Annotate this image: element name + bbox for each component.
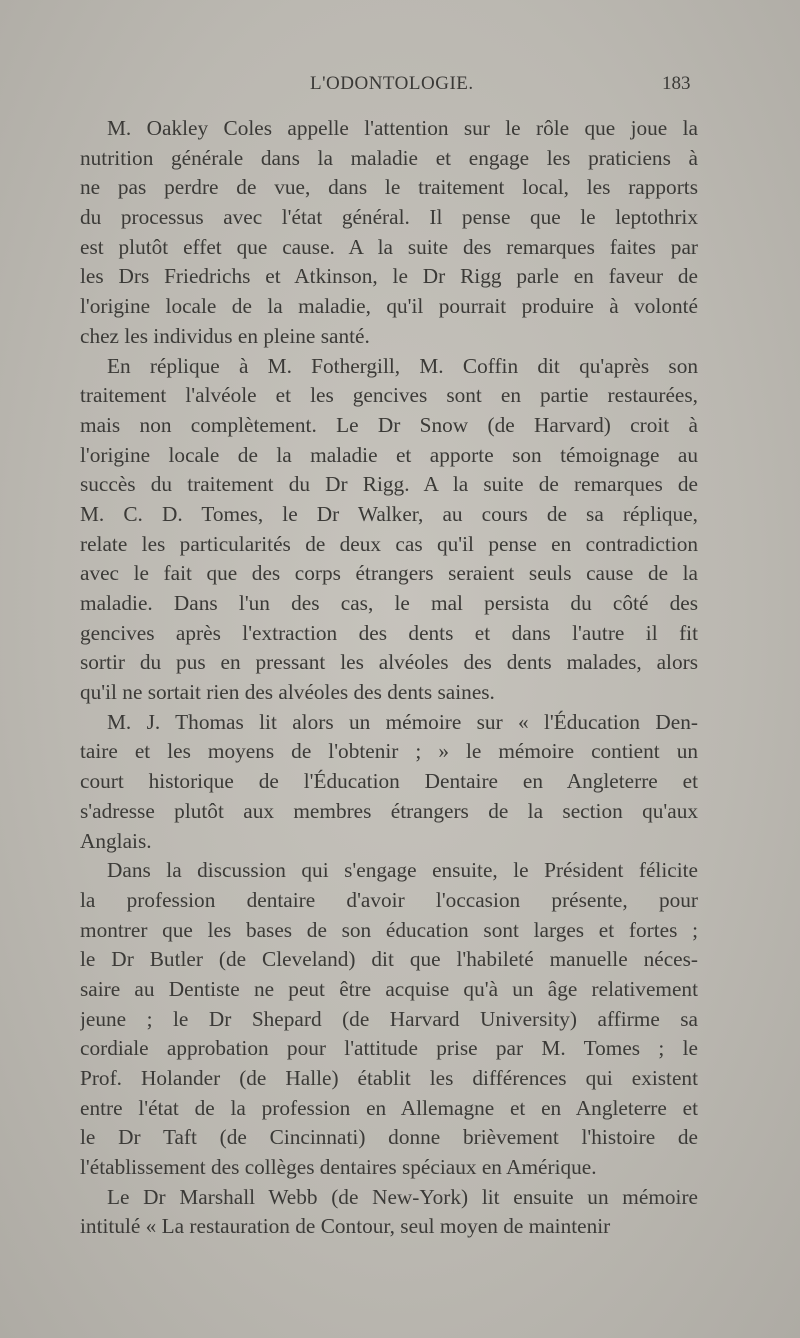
text-line: taire et les moyens de l'obtenir ; » le mémoire contient un bbox=[80, 739, 698, 764]
text-line: ne pas perdre de vue, dans le traitement local, les rapports bbox=[80, 175, 698, 200]
text-line: est plutôt effet que cause. A la suite des remarques faites par bbox=[80, 234, 698, 259]
text-line: du processus avec l'état général. Il pense que le leptothrix bbox=[80, 205, 698, 230]
text-line: maladie. Dans l'un des cas, le mal persista du côté des bbox=[80, 591, 698, 615]
text-line: chez les individus en pleine santé. bbox=[80, 323, 370, 348]
page-number: 183 bbox=[662, 73, 691, 94]
text-line: succès du traitement du Dr Rigg. A la suite de remarques de bbox=[80, 472, 698, 497]
text-line: avec le fait que des corps étrangers seraient seuls cause de la bbox=[80, 561, 698, 586]
paragraph bbox=[80, 114, 698, 352]
body-text bbox=[80, 114, 698, 1242]
text-line: l'origine locale de la maladie et apporte son témoignage au bbox=[80, 442, 698, 467]
text-line: relate les particularités de deux cas qu'il pense en contradiction bbox=[80, 531, 698, 556]
text-line: gencives après l'extraction des dents et dans l'autre il fit bbox=[80, 620, 698, 645]
text-line: le Dr Taft (de Cincinnati) donne brièvement l'histoire de bbox=[80, 1125, 698, 1150]
text-line: le Dr Butler (de Cleveland) dit que l'habileté manuelle néces- bbox=[80, 947, 698, 972]
text-line: sortir du pus en pressant les alvéoles des dents malades, alors bbox=[80, 650, 698, 675]
text-line: nutrition générale dans la maladie et engage les praticiens à bbox=[80, 145, 698, 170]
text-line: mais non complètement. Le Dr Snow (de Harvard) croit à bbox=[80, 412, 698, 437]
text-line: l'établissement des collèges dentaires spéciaux en Amérique. bbox=[80, 1155, 597, 1180]
text-line: M. Oakley Coles appelle l'attention sur le rôle que joue la bbox=[107, 116, 698, 140]
text-line: M. J. Thomas lit alors un mémoire sur « l'Éducation Den- bbox=[107, 709, 698, 734]
text-line: Prof. Holander (de Halle) établit les différences qui existent bbox=[80, 1066, 698, 1090]
text-line: M. C. D. Tomes, le Dr Walker, au cours de sa réplique, bbox=[80, 501, 698, 526]
paragraph bbox=[80, 708, 698, 856]
text-line: montrer que les bases de son éducation sont larges et fortes ; bbox=[80, 917, 698, 942]
text-line: intitulé « La restauration de Contour, seul moyen de maintenir bbox=[80, 1214, 611, 1239]
paragraph bbox=[80, 1183, 698, 1242]
text-line: Le Dr Marshall Webb (de New-York) lit ensuite un mémoire bbox=[107, 1184, 698, 1209]
text-line: qu'il ne sortait rien des alvéoles des dents saines. bbox=[80, 680, 495, 705]
text-line: la profession dentaire d'avoir l'occasion présente, pour bbox=[80, 887, 698, 912]
text-line: l'origine locale de la maladie, qu'il pourrait produire à volonté bbox=[80, 294, 698, 319]
page-header bbox=[0, 73, 800, 103]
text-line: traitement l'alvéole et les gencives sont en partie restaurées, bbox=[80, 383, 698, 408]
text-line: jeune ; le Dr Shepard (de Harvard University) affirme sa bbox=[80, 1006, 698, 1031]
paragraph bbox=[80, 856, 698, 1183]
text-line: les Drs Friedrichs et Atkinson, le Dr Rigg parle en faveur de bbox=[80, 264, 698, 289]
text-line: cordiale approbation pour l'attitude prise par M. Tomes ; le bbox=[80, 1036, 698, 1061]
text-line: saire au Dentiste ne peut être acquise qu'à un âge relativement bbox=[80, 976, 698, 1001]
paragraph bbox=[80, 352, 698, 708]
text-line: entre l'état de la profession en Allemagne et en Angleterre et bbox=[80, 1095, 698, 1120]
text-line: En réplique à M. Fothergill, M. Coffin dit qu'après son bbox=[107, 353, 698, 378]
running-title: L'ODONTOLOGIE. bbox=[310, 73, 474, 94]
text-line: Anglais. bbox=[80, 828, 152, 853]
text-line: court historique de l'Éducation Dentaire en Angleterre et bbox=[80, 769, 698, 794]
text-line: Dans la discussion qui s'engage ensuite, le Président félicite bbox=[107, 858, 698, 883]
text-line: s'adresse plutôt aux membres étrangers de la section qu'aux bbox=[80, 798, 698, 823]
